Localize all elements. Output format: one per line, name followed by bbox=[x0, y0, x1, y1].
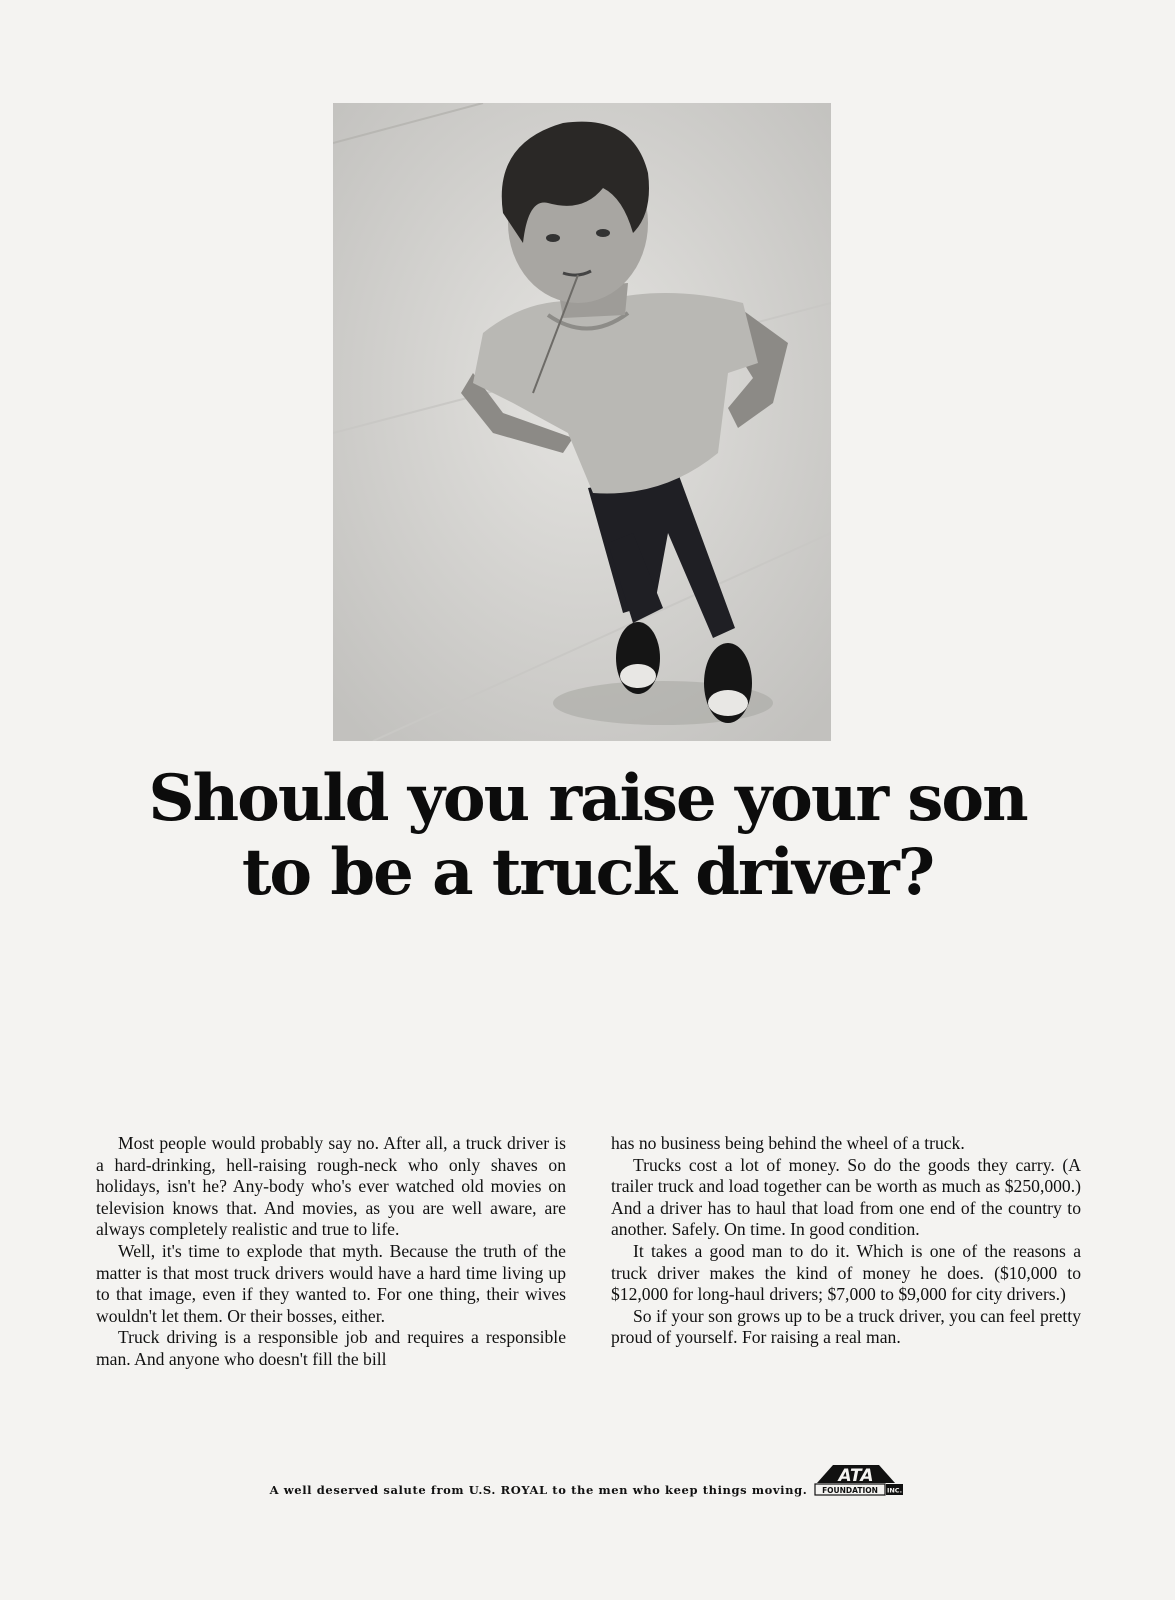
ata-foundation-logo bbox=[813, 1461, 905, 1499]
boy-photo bbox=[333, 103, 831, 741]
headline-line-1: Should you raise your son bbox=[148, 761, 1027, 836]
body-paragraph: Well, it's time to explode that myth. Because the truth of the matter is that most truck drivers would have a hard time living up to that image, even if they wanted to. For one thing, their wives wouldn't let them. Or their bosses, either. bbox=[96, 1240, 566, 1326]
body-paragraph: Truck driving is a responsible job and requires a responsible man. And anyone who doesn't fill the bill bbox=[96, 1327, 566, 1369]
logo-main-text: ATA bbox=[838, 1466, 874, 1486]
headline bbox=[60, 762, 1115, 910]
footer bbox=[0, 1461, 1175, 1499]
body-paragraph: So if your son grows up to be a truck driver, you can feel pretty proud of yourself. For raising a real man. bbox=[611, 1305, 1081, 1348]
body-column-left bbox=[96, 1133, 566, 1371]
body-paragraph: It takes a good man to do it. Which is one of the reasons a truck driver makes the kind of money he does. ($10,000 to $12,000 for long-haul drivers; $7,000 to $9,000 for city drivers.) bbox=[611, 1240, 1081, 1305]
headline-line-2: to be a truck driver? bbox=[241, 835, 934, 910]
logo-sub-text: FOUNDATION bbox=[822, 1486, 879, 1495]
body-paragraph: Trucks cost a lot of money. So do the goods they carry. (A trailer truck and load together can be worth as much as $250,000.) And a driver has to haul that load from one end of the country to another. Safely. On time. In good condition. bbox=[611, 1154, 1081, 1240]
body-paragraph: has no business being behind the wheel of a truck. bbox=[611, 1133, 965, 1153]
logo-inc-text: INC. bbox=[887, 1486, 903, 1495]
footer-tagline: A well deserved salute from U.S. ROYAL to the men who keep things moving. bbox=[269, 1483, 808, 1497]
body-paragraph: Most people would probably say no. After all, a truck driver is a hard-drinking, hell-raising rough-neck who only shaves on holidays, isn't he? Any-body who's ever watched old movies on television knows that. And movies, as you are well aware, are always completely realistic and true to life. bbox=[96, 1133, 566, 1240]
boy-illustration bbox=[333, 103, 831, 741]
body-column-right bbox=[611, 1133, 1081, 1349]
